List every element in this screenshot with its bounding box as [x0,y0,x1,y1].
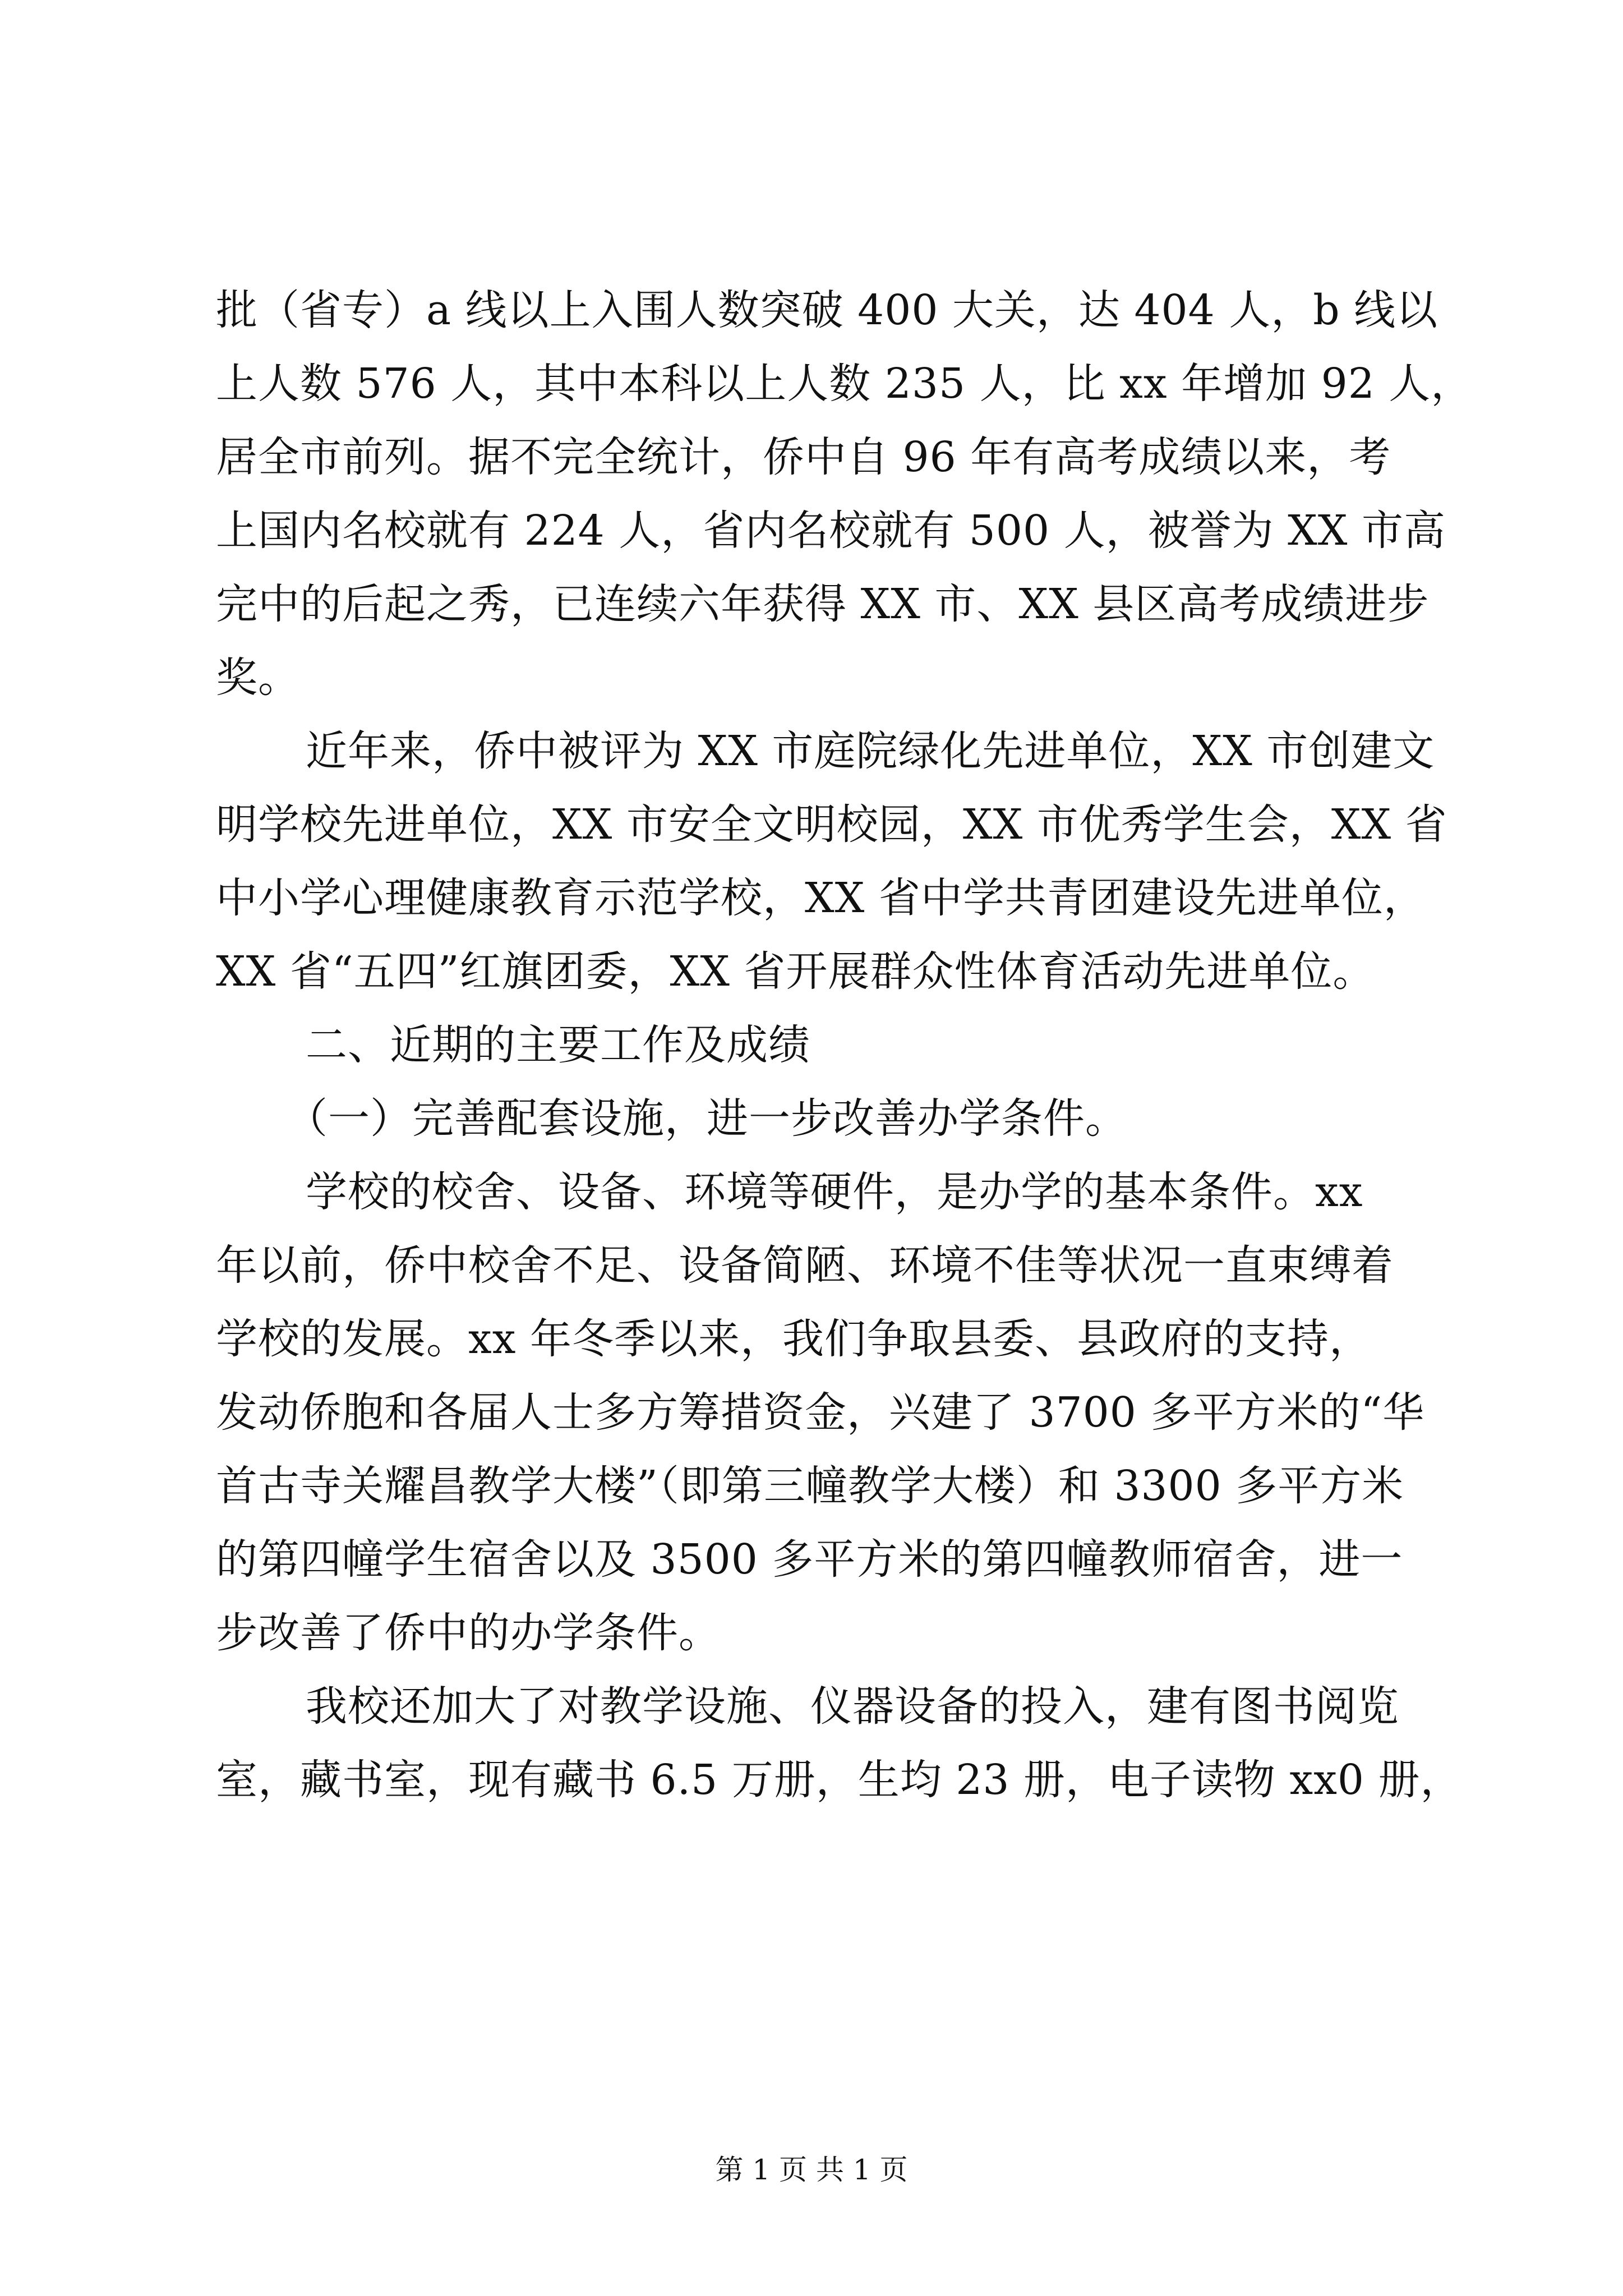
text-line: 的第四幢学生宿舍以及 3500 多平方米的第四幢教师宿舍，进一 [216,1535,1403,1584]
document-body [216,274,1473,1817]
page-footer [0,2153,1623,2187]
text-line: 居全市前列。据不完全统计，侨中自 96 年有高考成绩以来，考 [216,433,1391,481]
text-line: 首古寺关耀昌教学大楼”（即第三幢教学大楼）和 3300 多平方米 [216,1462,1404,1510]
text-line: 奖。 [216,654,300,702]
subsection-heading: （一）完善配套设施，进一步改善办学条件。 [286,1094,1127,1143]
page-number: 第 1 页 共 1 页 [715,2154,908,2186]
text-line: 发动侨胞和各届人士多方筹措资金，兴建了 3700 多平方米的“华 [216,1388,1425,1437]
text-line: 近年来，侨中被评为 XX 市庭院绿化先进单位，XX 市创建文 [306,727,1435,775]
text-line: 批（省专）a 线以上入围人数突破 400 大关，达 404 人，b 线以 [216,286,1438,334]
text-line: 步改善了侨中的办学条件。 [216,1609,721,1657]
text-line: 明学校先进单位，XX 市安全文明校园，XX 市优秀学生会，XX 省 [216,800,1447,849]
text-line: 上人数 576 人，其中本科以上人数 235 人，比 xx 年增加 92 人， [216,360,1473,408]
text-line: 中小学心理健康教育示范学校，XX 省中学共青团建设先进单位， [216,874,1426,922]
text-line: 年以前，侨中校舍不足、设备简陋、环境不佳等状况一直束缚着 [216,1241,1394,1290]
text-line: 室，藏书室，现有藏书 6.5 万册，生均 23 册，电子读物 xx0 册， [216,1756,1463,1804]
text-line: 学校的校舍、设备、环境等硬件，是办学的基本条件。xx [306,1168,1363,1216]
text-line: 上国内名校就有 224 人，省内名校就有 500 人，被誉为 XX 市高 [216,507,1446,555]
section-heading: 二、近期的主要工作及成绩 [306,1021,810,1069]
text-line: XX 省“五四”红旗团委，XX 省开展群众性体育活动先进单位。 [216,947,1375,996]
text-line: 完中的后起之秀，已连续六年获得 XX 市、XX 县区高考成绩进步 [216,580,1430,628]
text-line: 我校还加大了对教学设施、仪器设备的投入，建有图书阅览 [306,1682,1399,1731]
text-line: 学校的发展。xx 年冬季以来，我们争取县委、县政府的支持， [216,1315,1371,1363]
